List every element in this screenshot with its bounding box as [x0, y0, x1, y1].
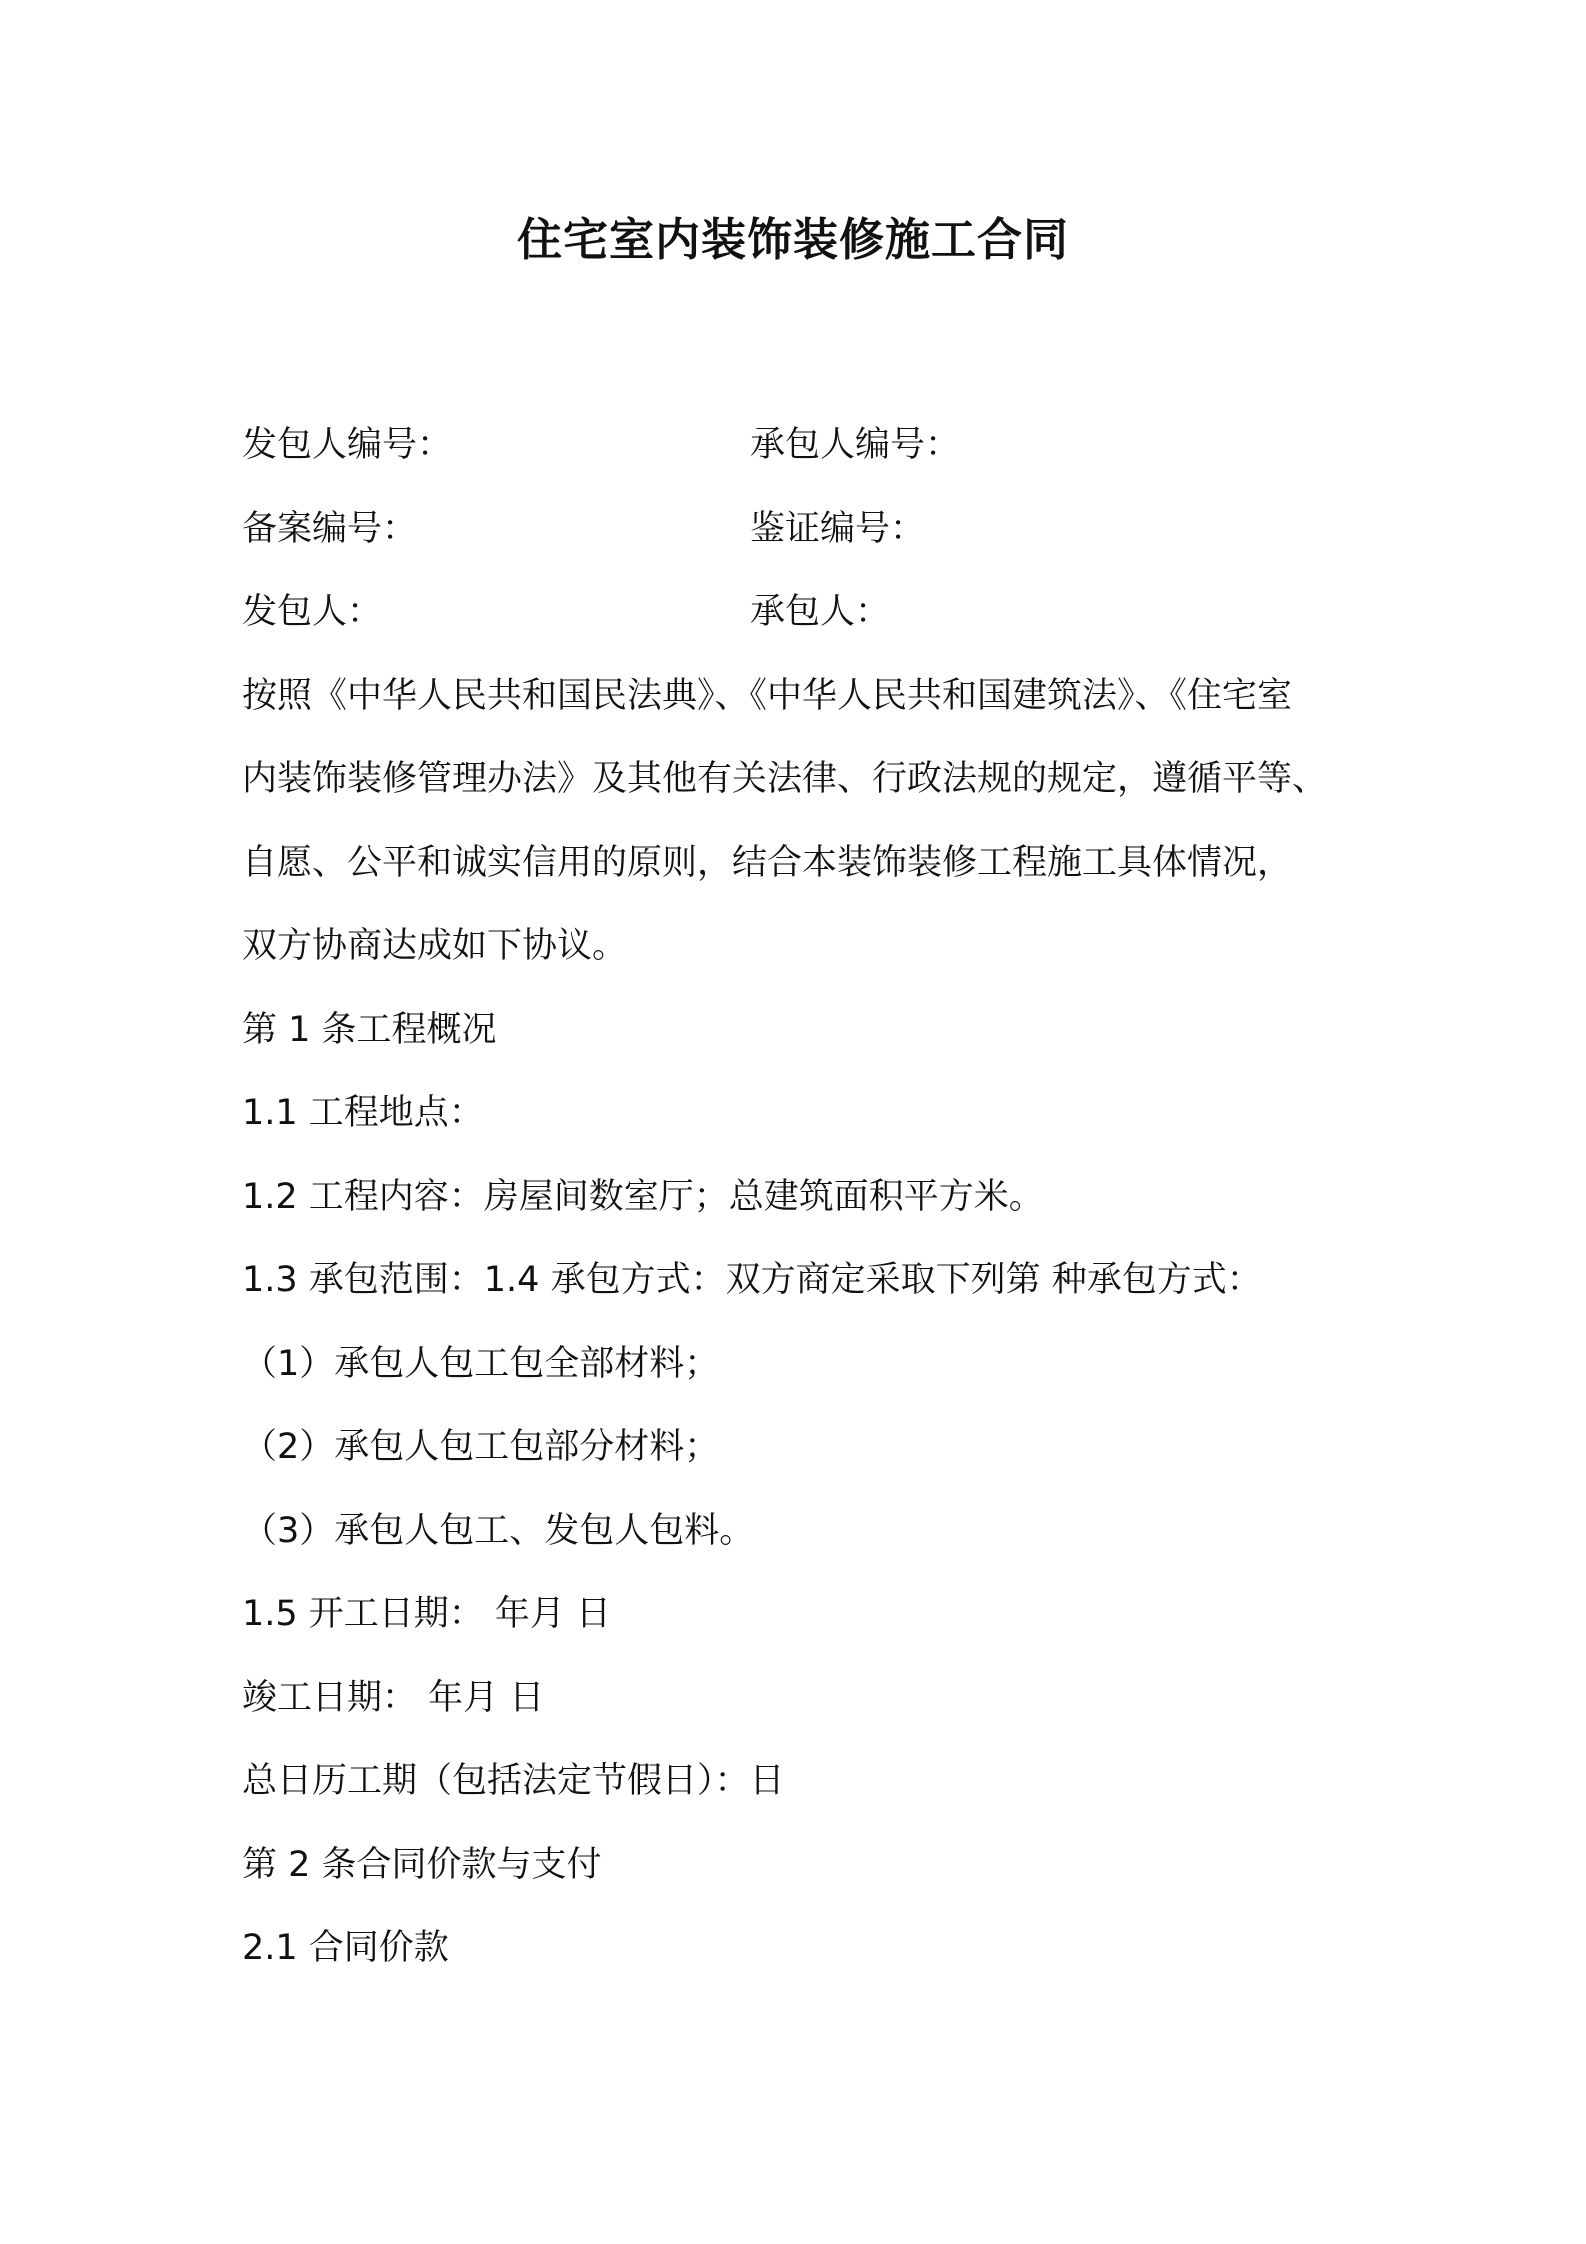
employer-number-label: 发包人编号： — [242, 425, 453, 465]
article-1-item: 1.3 承包范围：1.4 承包方式：双方商定采取下列第 种承包方式： — [242, 1260, 1262, 1300]
verification-number-label: 鉴证编号： — [750, 508, 926, 549]
number-row — [242, 404, 1362, 488]
article-2-item: 2.1 合同价款 — [242, 1928, 449, 1968]
party-row — [242, 571, 1362, 655]
document-body — [242, 404, 1362, 1991]
contract-option: （3）承包人包工、发包人包料。 — [242, 1510, 755, 1551]
preamble-line: 自愿、公平和诚实信用的原则，结合本装饰装修工程施工具体情况， — [242, 842, 1293, 883]
contractor-number-label: 承包人编号： — [750, 425, 961, 465]
total-duration-line: 总日历工期（包括法定节假日）：日 — [242, 1761, 785, 1801]
start-date-line: 1.5 开工日期： 年月 日 — [242, 1594, 612, 1634]
contract-option: （1）承包人包工包全部材料； — [242, 1343, 720, 1384]
filing-number-label: 备案编号： — [242, 508, 418, 549]
article-1-item: 1.1 工程地点： — [242, 1093, 484, 1133]
document-title: 住宅室内装饰装修施工合同 — [516, 213, 1069, 266]
article-2-heading: 第 2 条合同价款与支付 — [242, 1844, 602, 1885]
preamble-line: 双方协商达成如下协议。 — [242, 926, 628, 966]
article-1-heading: 第 1 条工程概况 — [242, 1009, 497, 1050]
completion-date-line: 竣工日期： 年月 日 — [242, 1677, 545, 1718]
contractor-label: 承包人： — [750, 592, 891, 632]
contract-option: （2）承包人包工包部分材料； — [242, 1427, 720, 1467]
employer-label: 发包人： — [242, 592, 383, 632]
preamble-line: 内装饰装修管理办法》及其他有关法律、行政法规的规定，遵循平等、 — [242, 759, 1328, 799]
filing-row — [242, 488, 1362, 572]
article-1-item: 1.2 工程内容：房屋间数室厅；总建筑面积平方米。 — [242, 1176, 1044, 1217]
preamble-line: 按照《中华人民共和国民法典》、《中华人民共和国建筑法》、《住宅室 — [242, 675, 1293, 716]
